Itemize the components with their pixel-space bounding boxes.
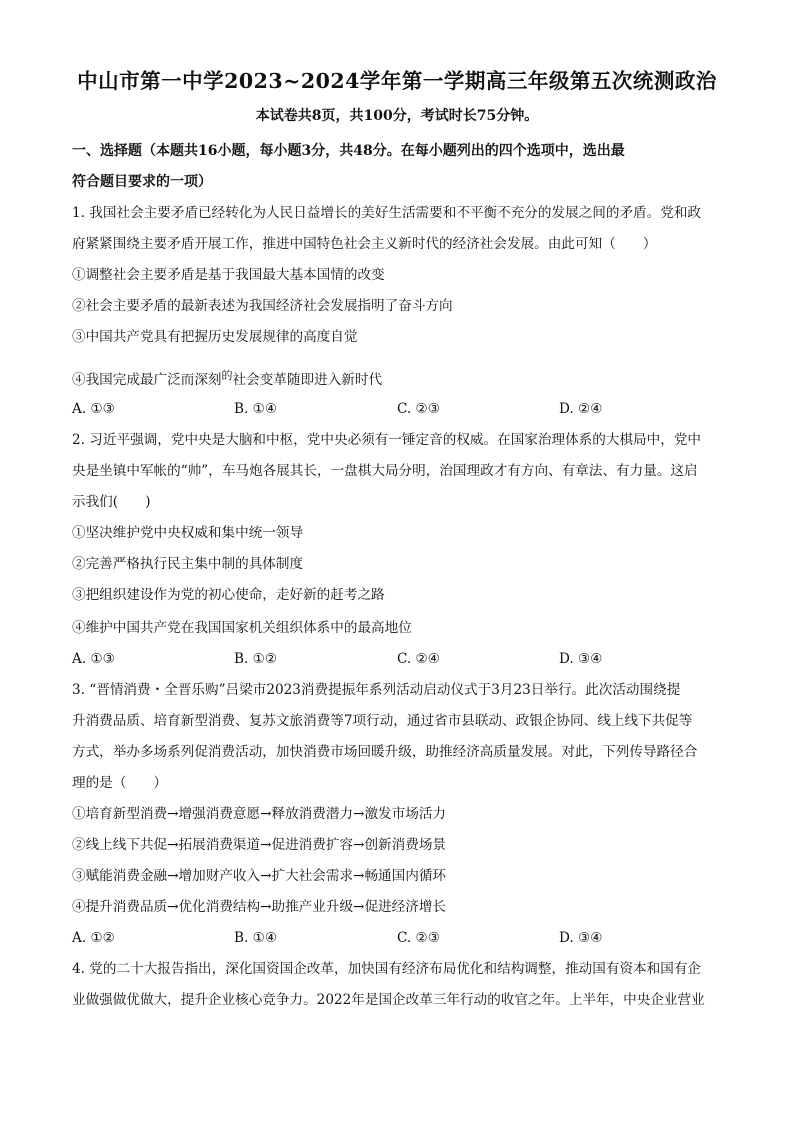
question-stem-line: 业做强做优做大，提升企业核心竞争力。2022年是国企改革三年行动的收官之年。上半年，中央企业营业: [72, 992, 705, 1008]
page-title: 中山市第一中学2023~2024学年第一学期高三年级第五次统测政治: [77, 69, 717, 93]
question-stem-line: 方式，举办多场系列促消费活动，加快消费市场回暖升级，助推经济高质量发展。对此，下列传导路径合: [72, 744, 698, 760]
option-a: A. ①③: [72, 401, 115, 417]
option-a: A. ①③: [72, 651, 115, 667]
statement-item: ②社会主要矛盾的最新表述为我国经济社会发展指明了奋斗方向: [72, 298, 453, 314]
question-stem-line: 升消费品质、培育新型消费、复苏文旅消费等7项行动，通过省市县联动、政银企协同、线上线下共促等: [72, 713, 693, 729]
statement-item: ③赋能消费金融→增加财产收入→扩大社会需求→畅通国内循环: [72, 868, 447, 884]
answer-options: [72, 928, 722, 948]
question-stem-line: 4. 党的二十大报告指出，深化国资国企改革，加快国有经济布局优化和结构调整，推动国有资本和国有企: [72, 961, 702, 977]
statement-item: ②完善严格执行民主集中制的具体制度: [72, 556, 304, 572]
statement-item: ③中国共产党具有把握历史发展规律的高度自觉: [72, 329, 358, 345]
statement-text: 社会变革随即进入新时代: [232, 372, 383, 388]
option-d: D. ③④: [559, 651, 603, 667]
option-c: C. ②③: [397, 930, 440, 946]
option-d: D. ③④: [559, 930, 603, 946]
section-heading-cont: 符合题目要求的一项）: [72, 174, 212, 190]
statement-text: ④我国完成最广泛而深刻: [72, 372, 222, 388]
statement-item: [72, 366, 722, 390]
exam-info: 本试卷共8页，共100分，考试时长75分钟。: [255, 108, 539, 124]
option-d: D. ②④: [559, 401, 603, 417]
option-c: C. ②④: [397, 651, 440, 667]
answer-options: [72, 399, 722, 419]
statement-item: ③把组织建设作为党的初心使命，走好新的赶考之路: [72, 587, 385, 603]
question-stem-line: 理的是（ ）: [72, 775, 168, 791]
section-heading: 一、选择题（本题共16小题，每小题3分，共48分。在每小题列出的四个选项中，选出最: [72, 143, 625, 159]
statement-item: ①坚决维护党中央权威和集中统一领导: [72, 525, 304, 541]
statement-item: ①培育新型消费→增强消费意愿→释放消费潜力→激发市场活力: [72, 806, 447, 822]
question-stem-line: 1. 我国社会主要矛盾已经转化为人民日益增长的美好生活需要和不平衡不充分的发展之间的矛盾。党和政: [72, 205, 702, 221]
question-stem-line: 府紧紧围绕主要矛盾开展工作，推进中国特色社会主义新时代的经济社会发展。由此可知（ ）: [72, 236, 657, 252]
statement-item: ②线上线下共促→拓展消费渠道→促进消费扩容→创新消费场景: [72, 837, 447, 853]
question-stem-line: 3. “晋情消费・全晋乐购”吕梁市2023消费提振年系列活动启动仪式于3月23日举行。此次活动围绕提: [72, 682, 681, 698]
statement-item: ④维护中国共产党在我国国家机关组织体系中的最高地位: [72, 620, 412, 636]
option-a: A. ①②: [72, 930, 115, 946]
question-stem-line: 2. 习近平强调，党中央是大脑和中枢，党中央必须有一锤定音的权威。在国家治理体系的大棋局中，党中: [72, 432, 702, 448]
answer-options: [72, 649, 722, 669]
option-c: C. ②③: [397, 401, 440, 417]
question-stem-line: 央是坐镇中军帐的“帅”，车马炮各展其长，一盘棋大局分明，治国理政才有方向、有章法、有力量。这启: [72, 463, 698, 479]
option-b: B. ①②: [234, 651, 278, 667]
option-b: B. ①④: [234, 401, 278, 417]
statement-superscript: 的: [221, 369, 233, 382]
question-stem-line: 示我们( ): [72, 494, 151, 510]
statement-item: ①调整社会主要矛盾是基于我国最大基本国情的改变: [72, 267, 385, 283]
statement-item: ④提升消费品质→优化消费结构→助推产业升级→促进经济增长: [72, 899, 447, 915]
option-b: B. ①④: [234, 930, 278, 946]
